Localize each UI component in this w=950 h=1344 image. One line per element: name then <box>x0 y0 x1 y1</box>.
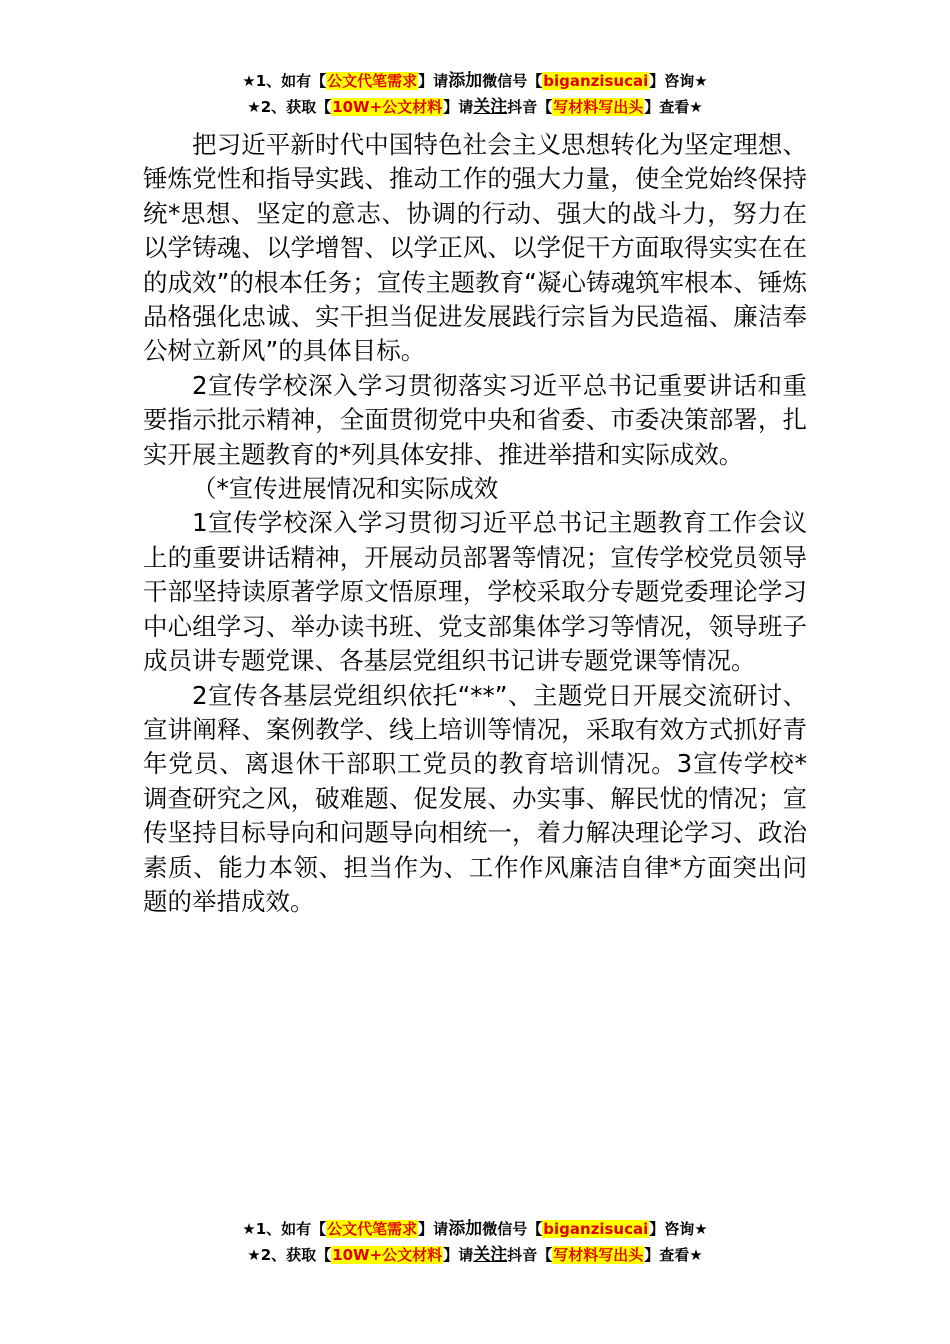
footer-banner <box>0 1216 950 1268</box>
section-heading: （*宣传进展情况和实际成效 <box>192 474 499 504</box>
paragraph: 1宣传学校深入学习贯彻习近平总书记主题教育工作会议上的重要讲话精神，开展动员部署等情况；宣传学校党员领导干部坚持读原著学原文悟原理，学校采取分专题党委理论学习中心组学习、举办读书班、党支部集体学习等情况，领导班子成员讲专题党课、各基层党组织书记讲专题党课等情况。 <box>143 508 807 676</box>
paragraph: 2宣传各基层党组织依托“**”、主题党日开展交流研讨、宣讲阐释、案例教学、线上培训等情况，采取有效方式抓好青年党员、离退休干部职工党员的教育培训情况。3宣传学校*调查研究之风，破难题、促发展、办实事、解民忧的情况；宣传坚持目标导向和问题导向相统一，着力解决理论学习、政治素质、能力本领、担当作为、工作作风廉洁自律*方面突出问题的举措成效。 <box>143 680 807 916</box>
highlight-materials: 10W+公文材料 <box>332 98 443 116</box>
banner-text: 抖音【 <box>507 98 553 116</box>
highlight-douyin-account: 写材料写出头 <box>553 1246 644 1264</box>
highlight-douyin-account: 写材料写出头 <box>553 98 644 116</box>
banner-line-1 <box>0 68 950 94</box>
header-banner <box>0 68 950 120</box>
highlight-service: 公文代笔需求 <box>327 72 418 90</box>
banner-emphasis: 添加 <box>448 1219 483 1239</box>
banner-text: 微信号【 <box>482 72 543 90</box>
banner-emphasis: 添加 <box>448 71 483 91</box>
banner-text: ★1、如有【 <box>242 1220 327 1238</box>
banner-text: 】请 <box>418 72 449 90</box>
banner-emphasis: 关注 <box>473 97 508 117</box>
banner-line-2 <box>0 94 950 120</box>
paragraph: 把习近平新时代中国特色社会主义思想转化为坚定理想、锤炼党性和指导实践、推动工作的强大力量，使全党始终保持统*思想、坚定的意志、协调的行动、强大的战斗力，努力在以学铸魂、以学增智、以学正风、以学促干方面取得实实在在的成效”的根本任务；宣传主题教育“凝心铸魂筑牢根本、锤炼品格强化忠诚、实干担当促进发展践行宗旨为民造福、廉洁奉公树立新风”的具体目标。 <box>143 130 807 366</box>
banner-text: 抖音【 <box>507 1246 553 1264</box>
highlight-wechat-id: biganzisucai <box>543 72 649 90</box>
banner-text: 】咨询★ <box>649 1220 708 1238</box>
banner-text: 】查看★ <box>644 1246 703 1264</box>
banner-text: ★2、获取【 <box>247 98 332 116</box>
banner-text: 】请 <box>418 1220 449 1238</box>
banner-text: ★1、如有【 <box>242 72 327 90</box>
banner-text: 】请 <box>443 1246 474 1264</box>
highlight-materials: 10W+公文材料 <box>332 1246 443 1264</box>
paragraph: 2宣传学校深入学习贯彻落实习近平总书记重要讲话和重要指示批示精神，全面贯彻党中央和省委、市委决策部署，扎实开展主题教育的*列具体安排、推进举措和实际成效。 <box>143 370 807 469</box>
banner-line-2 <box>0 1242 950 1268</box>
highlight-service: 公文代笔需求 <box>327 1220 418 1238</box>
banner-text: ★2、获取【 <box>247 1246 332 1264</box>
highlight-wechat-id: biganzisucai <box>543 1220 649 1238</box>
banner-text: 】咨询★ <box>649 72 708 90</box>
banner-text: 】请 <box>443 98 474 116</box>
document-body <box>143 128 807 919</box>
banner-emphasis: 关注 <box>473 1245 508 1265</box>
banner-text: 】查看★ <box>644 98 703 116</box>
banner-text: 微信号【 <box>482 1220 543 1238</box>
banner-line-1 <box>0 1216 950 1242</box>
